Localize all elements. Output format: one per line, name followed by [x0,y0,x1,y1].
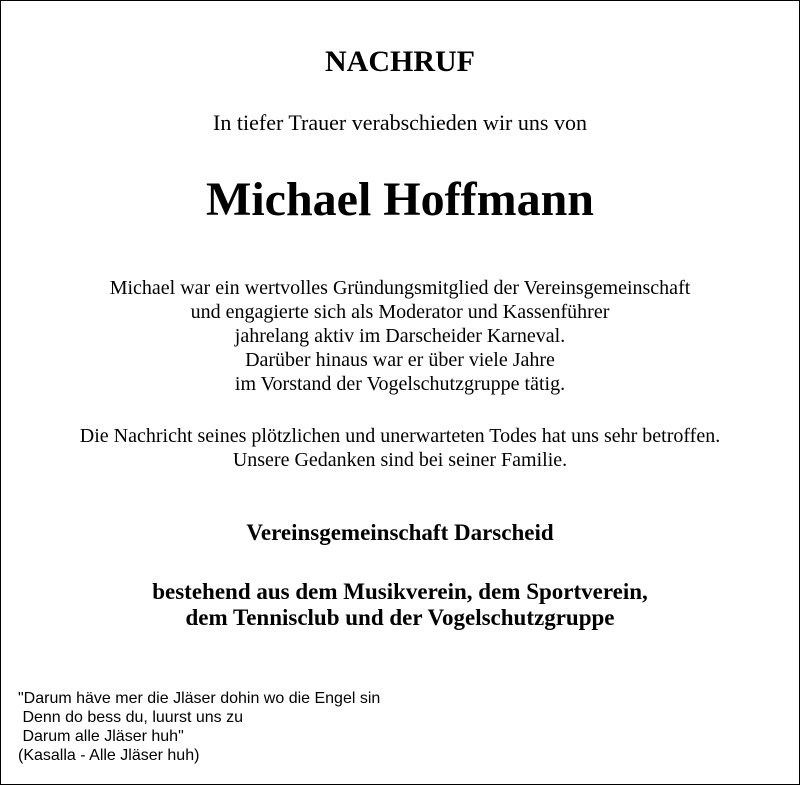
notice-title: NACHRUF [325,45,475,78]
deceased-name: Michael Hoffmann [206,173,594,226]
condolence-line: Die Nachricht seines plötzlichen und unerwarteten Todes hat uns sehr betroffen. [79,425,721,447]
condolence-line: Unsere Gedanken sind bei seiner Familie. [232,449,568,471]
notice-intro: In tiefer Trauer verabschieden wir uns von [213,110,587,135]
member-clubs-line: bestehend aus dem Musikverein, dem Sportverein, [152,579,648,604]
quote-line: Darum alle Jläser huh" [18,728,184,745]
tribute-line: und engagierte sich als Moderator und Kassenführer [190,301,610,323]
quote-attribution: (Kasalla - Alle Jläser huh) [18,747,200,764]
quote-line: "Darum häve mer die Jläser dohin wo die Engel sin [18,690,381,707]
organization-name: Vereinsgemeinschaft Darscheid [246,520,554,545]
tribute-line: im Vorstand der Vogelschutzgruppe tätig. [234,373,566,395]
tribute-line: jahrelang aktiv im Darscheider Karneval. [234,325,566,347]
tribute-line: Michael war ein wertvolles Gründungsmitglied der Vereinsgemeinschaft [109,277,691,299]
member-clubs-line: dem Tennisclub und der Vogelschutzgruppe [185,605,615,630]
tribute-line: Darüber hinaus war er über viele Jahre [245,349,555,371]
quote-line: Denn do bess du, luurst uns zu [18,709,244,726]
